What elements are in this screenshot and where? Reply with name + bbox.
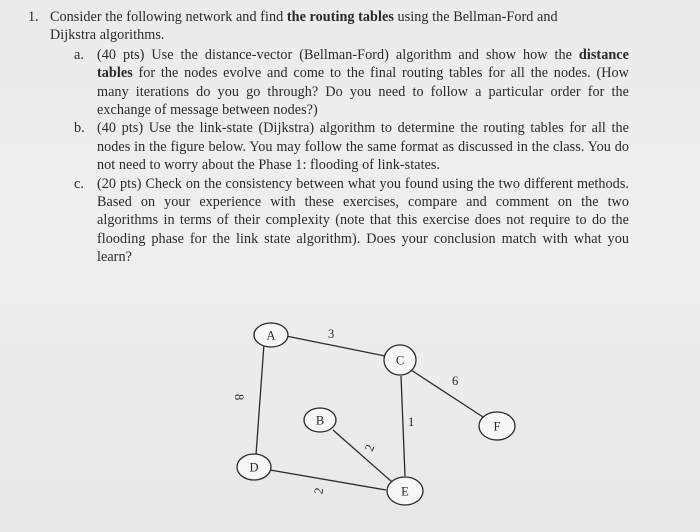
edge-a-c — [286, 336, 385, 356]
question-lead-text: Consider the following network and find — [50, 9, 284, 25]
weight-b-e: 2 — [362, 442, 378, 454]
question-number: 1. — [28, 9, 39, 25]
part-c-label: c. — [74, 175, 84, 192]
node-c-label: C — [395, 353, 405, 368]
question-lead-tail: using the Bellman-Ford and Dijkstra algorithms. — [50, 9, 558, 44]
node-d-label: D — [249, 460, 259, 475]
node-c — [384, 345, 416, 375]
node-e-label: E — [401, 484, 409, 499]
part-b-label: b. — [74, 120, 85, 137]
edge-a-d — [256, 344, 264, 455]
node-a — [254, 323, 288, 347]
node-d — [237, 454, 271, 480]
weight-a-d: 8 — [232, 394, 246, 401]
node-f — [479, 412, 515, 440]
part-a-bold: distance tables — [97, 46, 629, 82]
part-a-text-2: for the nodes evolve and come to the final routing tables for all the nodes. (How many iterations do you go through? Do you need to follow a particular order for the exchange of message between nodes?) — [97, 65, 629, 119]
node-f-label: F — [493, 419, 501, 434]
question-lead-bold: the routing tables — [286, 9, 394, 25]
weight-c-f: 6 — [452, 374, 459, 388]
part-a-text-1: (40 pts) Use the distance-vector (Bellman-Ford) algorithm and show how the — [97, 46, 572, 63]
part-a-label: a. — [74, 46, 84, 63]
weight-c-e: 1 — [408, 415, 415, 429]
edge-b-e — [333, 430, 392, 482]
edge-c-f — [411, 370, 483, 417]
part-c-text: (20 pts) Check on the consistency between what you found using the two different methods. Based on your experience with these exercises, compare and comment on the two algorithms in terms of their complexity (note that this exercise does not require to do the flooding phase for the link state algorithm). Does your conclusion match with what you learn? — [97, 175, 629, 266]
weight-d-e: 2 — [311, 486, 327, 496]
node-e — [387, 477, 423, 505]
part-b-text: (40 pts) Use the link-state (Dijkstra) algorithm to determine the routing tables for all the nodes in the figure below. You may follow the same format as discussed in the class. You do not need to worry about the Phase 1: flooding of link-states. — [97, 120, 629, 174]
node-b-label: B — [315, 413, 325, 428]
node-a-label: A — [266, 328, 276, 343]
weight-a-c: 3 — [328, 327, 335, 341]
node-b — [304, 408, 336, 432]
edge-c-e — [401, 376, 405, 476]
edge-d-e — [270, 470, 386, 490]
